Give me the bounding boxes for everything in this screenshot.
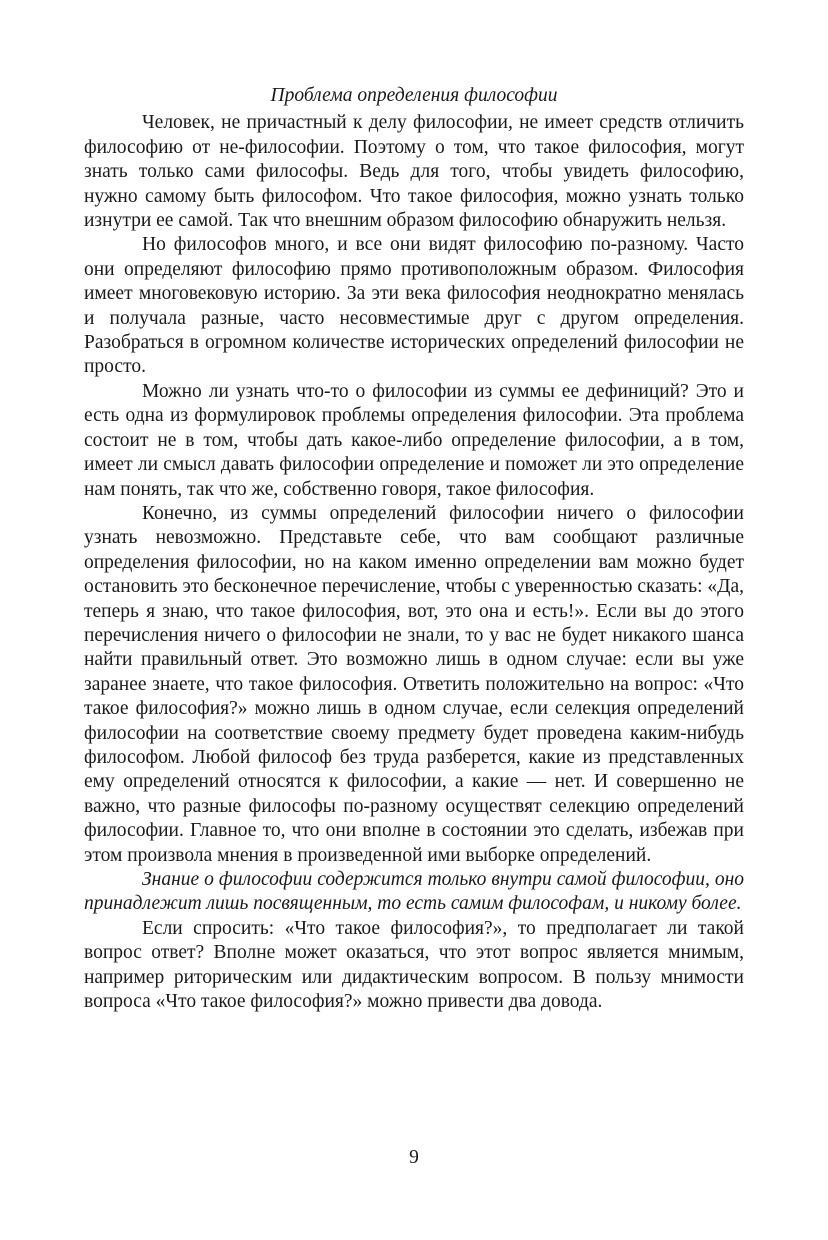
paragraph-4: Конечно, из суммы определений философии ничего о философии узнать невозможно. Представьте себе, что вам сообщают различные определения философии, но на каком именно определении вам можно будет остановить это бесконечное перечисление, чтобы с уверенностью сказать: «Да, теперь я знаю, что такое философия, вот, это она и есть!». Если вы до этого перечисления ничего о философии не знали, то у вас не будет никакого шанса найти правильный ответ. Это возможно лишь в одном случае: если вы уже заранее знаете, что такое философия. Ответить положительно на вопрос: «Что такое философия?» можно лишь в одном случае, если селекция определений философии на соответствие своему предмету будет проведена каким-нибудь философом. Любой философ без труда разберется, какие из представленных ему определений относятся к философии, а какие — нет. И совершенно не важно, что разные философы по-разному осуществят селекцию определений философии. Главное то, что они вполне в состоянии это сделать, избежав при этом произвола мнения в произведенной ими выборке определений. xyxy=(84,502,744,866)
page-number: 9 xyxy=(409,1147,419,1168)
page-content xyxy=(84,84,744,1014)
paragraph-6: Если спросить: «Что такое философия?», то предполагает ли такой вопрос ответ? Вполне может оказаться, что этот вопрос является мнимым, например риторическим или дидактическим вопросом. В пользу мнимости вопроса «Что такое философия?» можно привести два довода. xyxy=(84,917,744,1013)
running-header: Проблема определения философии xyxy=(270,85,558,106)
paragraph-2: Но философов много, и все они видят философию по-разному. Часто они определяют философию прямо противоположным образом. Философия имеет многовековую историю. За эти века философия неоднократно менялась и получала разные, часто несовместимые друг с другом определения. Разобраться в огромном количестве исторических определений философии не просто. xyxy=(84,234,744,378)
paragraph-1: Человек, не причастный к делу философии, не имеет средств отличить философию от не-философии. Поэтому о том, что такое философия, могут знать только сами философы. Ведь для того, чтобы увидеть философию, нужно самому быть философом. Что такое философия, можно узнать только изнутри ее самой. Так что внешним образом философию обнаружить нельзя. xyxy=(84,112,744,232)
paragraph-3: Можно ли узнать что-то о философии из суммы ее дефиниций? Это и есть одна из формулировок проблемы определения философии. Эта проблема состоит не в том, чтобы дать какое-либо определение философии, а в том, имеет ли смысл давать философии определение и поможет ли это определение нам понять, так что же, собственно говоря, такое философия. xyxy=(84,380,744,500)
paragraph-5-emphasis: Знание о философии содержится только внутри самой философии, оно принадлежит лишь посвященным, то есть самим философам, и никому более. xyxy=(84,869,744,915)
